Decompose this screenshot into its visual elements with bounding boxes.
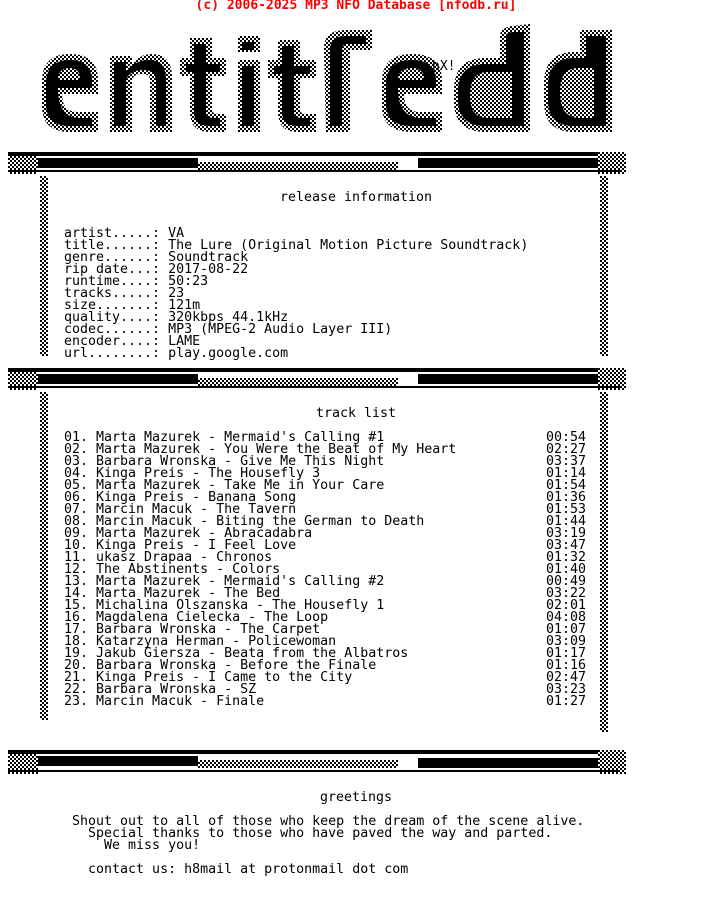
release-field-label: artist.....: [64,226,169,241]
release-field-value: Soundtrack [168,250,249,265]
track-title: 21. Kinga Preis - I Came to the City [64,670,353,685]
track-title: 19. Jakub Giersza - Beata from the Albatros [64,646,409,661]
track-title: 18. Katarzyna Herman - Policewoman [64,634,337,649]
entitled-logo [0,20,712,140]
track-title: 06. Kinga Preis - Banana Song [64,490,297,505]
release-field-value: MP3 (MPEG-2 Audio Layer III) [168,322,393,337]
track-title: 09. Marta Mazurek - Abracadabra [64,526,313,541]
release-field-value: 2017-08-22 [168,262,249,277]
release-field-value: LAME [168,334,201,349]
divider-bar-release [8,150,628,176]
greeting-line: Shout out to all of those who keep the dream of the scene alive. [64,814,585,829]
track-duration: 01:14 [545,466,586,481]
release-field-label: genre......: [64,250,169,265]
track-duration: 03:09 [545,634,586,649]
release-info [64,228,528,360]
release-field-label: size.......: [64,298,169,313]
release-title: release information [279,190,433,205]
track-title: 14. Marta Mazurek - The Bed [64,586,281,601]
release-field-value: The Lure (Original Motion Picture Soundtrack) [168,238,529,253]
right-border-2 [600,392,608,732]
release-field-label: tracks.....: [64,286,169,301]
track-duration: 00:49 [545,574,586,589]
release-field-label: encoder....: [64,334,169,349]
release-field-label: quality....: [64,310,169,325]
release-field-value: 50:23 [168,274,209,289]
track-title: 05. Marta Mazurek - Take Me in Your Care [64,478,385,493]
track-duration: 03:22 [545,586,586,601]
release-field-label: title......: [64,238,169,253]
track-duration: 01:27 [545,694,586,709]
track-duration: 01:40 [545,562,586,577]
track-row [64,696,586,708]
divider-bar-greetings [8,748,628,778]
track-duration: 01:44 [545,514,586,529]
track-duration: 04:08 [545,610,586,625]
release-field-value: play.google.com [168,346,289,361]
left-border-1 [40,176,48,356]
track-duration: 03:19 [545,526,586,541]
source-header: (c) 2006-2025 MP3 NFO Database [nfodb.ru] [195,0,517,13]
greetings-title: greetings [319,790,393,805]
track-list [64,432,586,708]
track-duration: 01:32 [545,550,586,565]
track-duration: 01:53 [545,502,586,517]
track-title: 22. Barbara Wronska - SZ [64,682,257,697]
release-field-value: 121m [168,298,201,313]
track-title: 04. Kinga Preis - The Housefly 3 [64,466,321,481]
track-duration: 01:17 [545,646,586,661]
track-duration: 03:47 [545,538,586,553]
track-title: 10. Kinga Preis - I Feel Love [64,538,297,553]
track-duration: 02:01 [545,598,586,613]
track-duration: 02:27 [545,442,586,457]
track-title: 23. Marcin Macuk - Finale [64,694,265,709]
greeting-line: contact us: h8mail at protonmail dot com [64,862,409,877]
release-field [64,348,528,360]
track-duration: 01:07 [545,622,586,637]
track-title: 07. Marcin Macuk - The Tavern [64,502,297,517]
greeting-line: Special thanks to those who have paved the way and parted. [64,826,553,841]
tracklist-title: track list [315,406,397,421]
track-duration: 00:54 [545,430,586,445]
release-field-label: rip date...: [64,262,169,277]
greeting-line: We miss you! [64,838,201,853]
release-field-label: runtime....: [64,274,169,289]
release-field-value: VA [168,226,185,241]
track-title: 02. Marta Mazurek - You Were the Beat of My Heart [64,442,457,457]
track-duration: 01:36 [545,490,586,505]
release-field-label: codec......: [64,322,169,337]
track-title: 01. Marta Mazurek - Mermaid's Calling #1 [64,430,385,445]
track-title: 03. Barbara Wronska - Give Me This Night [64,454,385,469]
greetings-text [64,816,584,876]
track-title: 15. Michalina Olszanska - The Housefly 1 [64,598,385,613]
track-duration: 01:16 [545,658,586,673]
track-duration: 03:37 [545,454,586,469]
left-border-2 [40,392,48,720]
track-duration: 03:23 [545,682,586,697]
release-field-value: 23 [168,286,185,301]
divider-bar-tracklist [8,366,628,392]
track-title: 20. Barbara Wronska - Before the Finale [64,658,377,673]
track-duration: 02:47 [545,670,586,685]
release-field-value: 320kbps 44.1kHz [168,310,289,325]
track-title: 12. The Abstinents - Colors [64,562,281,577]
logo-shadow [42,24,612,132]
track-title: 16. Magdalena Cielecka - The Loop [64,610,329,625]
track-title: 08. Marcin Macuk - Biting the German to Death [64,514,425,529]
track-title: 17. Barbara Wronska - The Carpet [64,622,321,637]
right-border-1 [600,176,608,356]
logo-tag: hX! [432,59,456,74]
track-title: 11. ukasz Drapaa - Chronos [64,550,273,565]
track-title: 13. Marta Mazurek - Mermaid's Calling #2 [64,574,385,589]
track-duration: 01:54 [545,478,586,493]
release-field-label: url........: [64,346,169,361]
